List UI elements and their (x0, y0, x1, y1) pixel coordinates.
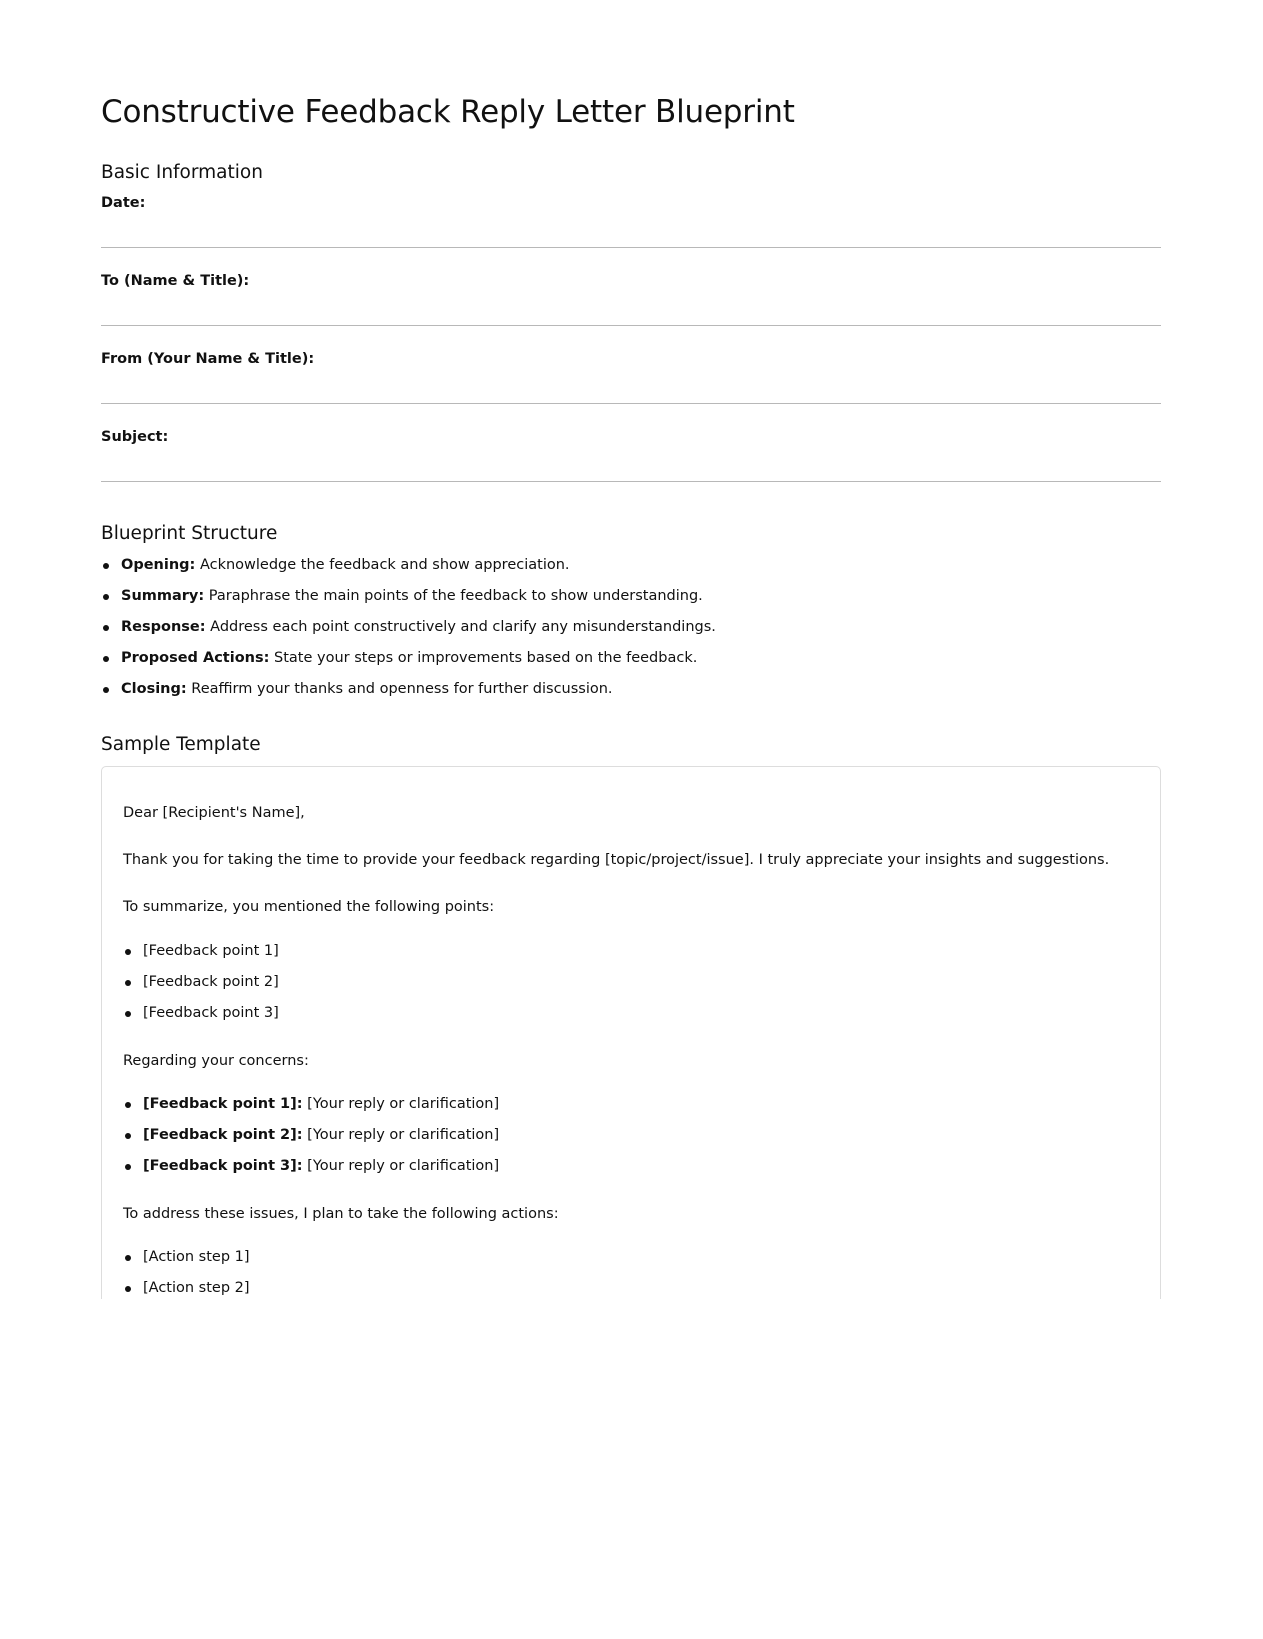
template-summary-intro: To summarize, you mentioned the following points: (123, 899, 495, 915)
basic-information-heading: Basic Information (101, 162, 263, 183)
concern-text: [Your reply or clarification] (302, 1096, 500, 1112)
template-actions-list (123, 1247, 250, 1299)
blueprint-item-summary (101, 586, 716, 617)
concern-text: [Your reply or clarification] (302, 1158, 500, 1174)
from-field (101, 351, 1161, 429)
subject-field (101, 429, 1161, 507)
blueprint-item-response (101, 617, 716, 648)
to-input[interactable] (101, 295, 1161, 326)
to-label: To (Name & Title): (101, 273, 250, 289)
blueprint-term: Closing: (121, 681, 187, 697)
template-summary-point: [Feedback point 1] (123, 941, 279, 972)
template-summary-point: [Feedback point 3] (123, 1003, 279, 1034)
blueprint-item-proposed-actions (101, 648, 716, 679)
template-summary-list (123, 941, 279, 1034)
blueprint-term: Proposed Actions: (121, 650, 270, 666)
template-concerns-list (123, 1094, 499, 1187)
date-input[interactable] (101, 217, 1161, 248)
blueprint-text: State your steps or improvements based on the feedback. (269, 650, 698, 666)
concern-term: [Feedback point 2]: (143, 1127, 303, 1143)
blueprint-term: Opening: (121, 557, 196, 573)
blueprint-term: Summary: (121, 588, 205, 604)
template-action-step: [Action step 1] (123, 1247, 250, 1278)
date-field (101, 195, 1161, 273)
from-input[interactable] (101, 373, 1161, 404)
template-concern-item (123, 1094, 499, 1125)
blueprint-text: Paraphrase the main points of the feedback to show understanding. (204, 588, 703, 604)
blueprint-term: Response: (121, 619, 206, 635)
template-actions-intro: To address these issues, I plan to take the following actions: (123, 1206, 559, 1222)
blueprint-text: Reaffirm your thanks and openness for further discussion. (186, 681, 613, 697)
subject-label: Subject: (101, 429, 169, 445)
sample-template-heading: Sample Template (101, 734, 261, 755)
template-opening: Thank you for taking the time to provide your feedback regarding [topic/project/issue]. I truly appreciate your insights and suggestions. (123, 852, 1110, 868)
page-title: Constructive Feedback Reply Letter Blueprint (101, 94, 795, 130)
from-label: From (Your Name & Title): (101, 351, 315, 367)
concern-term: [Feedback point 1]: (143, 1096, 303, 1112)
subject-input[interactable] (101, 451, 1161, 482)
to-field (101, 273, 1161, 351)
concern-term: [Feedback point 3]: (143, 1158, 303, 1174)
template-action-step: [Action step 2] (123, 1278, 250, 1299)
blueprint-item-opening (101, 555, 716, 586)
blueprint-item-closing (101, 679, 716, 710)
template-summary-point: [Feedback point 2] (123, 972, 279, 1003)
template-concern-item (123, 1156, 499, 1187)
template-concern-item (123, 1125, 499, 1156)
blueprint-text: Acknowledge the feedback and show appreciation. (195, 557, 570, 573)
concern-text: [Your reply or clarification] (302, 1127, 500, 1143)
date-label: Date: (101, 195, 146, 211)
blueprint-structure-heading: Blueprint Structure (101, 523, 278, 544)
template-concerns-intro: Regarding your concerns: (123, 1053, 309, 1069)
sample-template-box (101, 766, 1161, 1299)
blueprint-text: Address each point constructively and clarify any misunderstandings. (205, 619, 716, 635)
template-salutation: Dear [Recipient's Name], (123, 805, 305, 821)
blueprint-list (101, 555, 716, 710)
